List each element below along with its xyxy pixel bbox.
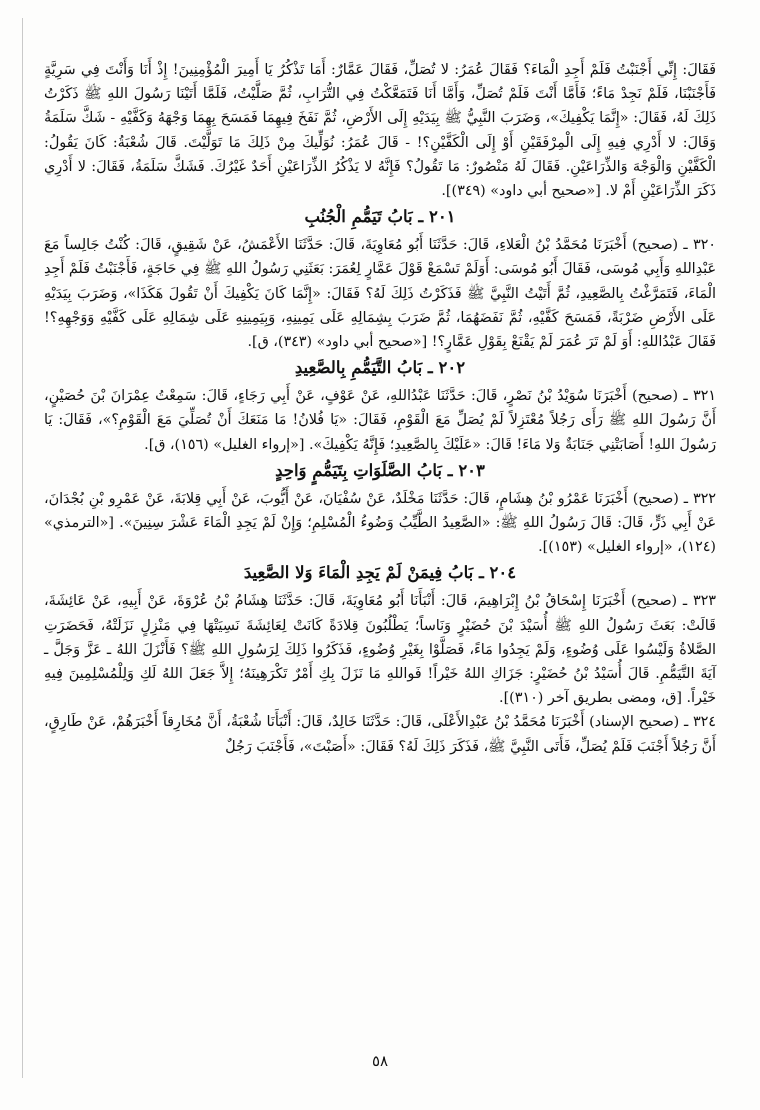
page-body bbox=[44, 58, 716, 759]
hadith-paragraph-322: ٣٢٢ ـ (صحيح) أَخْبَرَنَا عَمْرُو بْنُ هِشَامٍ، قَالَ: حَدَّثَنَا مَخْلَدٌ، عَنْ سُفْيَانَ، عَنْ أَيُّوبَ، عَنْ أَبِي قِلابَةَ، عَنْ عَمْرِو بْنِ بُجْدَانَ، عَنْ أَبِي ذَرٍّ، قَالَ: قَالَ رَسُولُ اللهِ ﷺ: «الصَّعِيدُ الطَّيِّبُ وَضُوءُ الْمُسْلِمِ؛ وَإِنْ لَمْ يَجِدِ الْمَاءَ عَشْرَ سِنِينَ». [«الترمذي» (١٢٤)، «إرواء الغليل» (١٥٣)]. bbox=[44, 490, 716, 556]
hadith-paragraph-continued: فَقَالَ: إِنِّي أَجْنَبْتُ فَلَمْ أَجِدِ الْمَاءَ؟ فَقَالَ عُمَرُ: لا تُصَلِّ، فَقَالَ عَمَّارٌ: أَمَا تَذْكُرُ يَا أَمِيرَ الْمُؤْمِنِينَ! إِذْ أَنَا وَأَنْتَ فِي سَرِيَّةٍ فَأَجْنَبْنَا، فَلَمْ نَجِدْ مَاءً؛ فَأَمَّا أَنْتَ فَلَمْ تُصَلِّ، وَأَمَّا أَنَا فَتَمَعَّكْتُ فِي التُّرَابِ، ثُمَّ صَلَّيْتُ، فَلَمَّا أَتَيْنَا رَسُولَ اللهِ ﷺ ذَكَرْتُ ذَلِكَ لَهُ، فَقَالَ: «إِنَّمَا يَكْفِيكَ»، وَضَرَبَ النَّبِيُّ ﷺ بِيَدَيْهِ إِلَى الأَرْضِ، ثُمَّ نَفَخَ فِيهِمَا فَمَسَحَ بِهِمَا وَجْهَهُ وَكَفَّيْهِ - شَكَّ سَلَمَةُ وَقَالَ: لا أَدْرِي فِيهِ إِلَى الْمِرْفَقَيْنِ أَوْ إِلَى الْكَفَّيْنِ؟! - قَالَ عُمَرُ: نُوَلِّيكَ مِنْ ذَلِكَ مَا تَوَلَّيْتَ. قَالَ شُعْبَةُ: كَانَ يَقُولُ: الْكَفَّيْنِ وَالْوَجْهَ وَالذِّرَاعَيْنِ. فَقَالَ لَهُ مَنْصُورٌ: مَا تَقُولُ؟ فَإِنَّهُ لا يَذْكُرُ الذِّرَاعَيْنِ أَحَدٌ غَيْرُكَ. فَشَكَّ سَلَمَةُ، فَقَالَ: لا أَدْرِي ذَكَرَ الذِّرَاعَيْنِ أَمْ لا. [«صحيح أبي داود» (٣٤٩)]. bbox=[44, 62, 716, 200]
page-edge-line bbox=[22, 18, 23, 1078]
chapter-heading-201: ٢٠١ ـ بَابُ تَيَمُّمِ الْجُنُبِ bbox=[304, 207, 456, 227]
chapter-heading-203: ٢٠٣ ـ بَابُ الصَّلَوَاتِ بِتَيَمُّمٍ وَاحِدٍ bbox=[275, 460, 485, 480]
page-number: ٥٨ bbox=[371, 1052, 389, 1070]
chapter-heading-202: ٢٠٢ ـ بَابُ التَّيَمُّمِ بِالصَّعِيدِ bbox=[294, 358, 466, 378]
hadith-paragraph-320: ٣٢٠ ـ (صحيح) أَخْبَرَنَا مُحَمَّدُ بْنُ الْعَلاءِ، قَالَ: حَدَّثَنَا أَبُو مُعَاوِيَةَ، قَالَ: حَدَّثَنَا الأَعْمَشُ، عَنْ شَقِيقٍ، قَالَ: كُنْتُ جَالِساً مَعَ عَبْدِاللهِ وَأَبِي مُوسَى، فَقَالَ أَبُو مُوسَى: أَوَلَمْ تَسْمَعْ قَوْلَ عَمَّارٍ لِعُمَرَ: بَعَثَنِي رَسُولُ اللهِ ﷺ فِي حَاجَةٍ، فَأَجْنَبْتُ فَلَمْ أَجِدِ الْمَاءَ، فَتَمَرَّغْتُ بِالصَّعِيدِ، ثُمَّ أَتَيْتُ النَّبِيَّ ﷺ فَذَكَرْتُ ذَلِكَ لَهُ؟ فَقَالَ: «إِنَّمَا كَانَ يَكْفِيكَ أَنْ تَقُولَ هَكَذَا»، وَضَرَبَ بِيَدَيْهِ عَلَى الأَرْضِ ضَرْبَةً، فَمَسَحَ كَفَّيْهِ، ثُمَّ نَفَضَهُمَا، ثُمَّ ضَرَبَ بِشِمَالِهِ عَلَى يَمِينِهِ، وَبِيَمِينِهِ عَلَى شِمَالِهِ عَلَى كَفَّيْهِ وَوَجْهِهِ؟! فَقَالَ عَبْدُاللهِ: أَوَ لَمْ تَرَ عُمَرَ لَمْ يَقْنَعْ بِقَوْلِ عَمَّارٍ؟! [«صحيح أبي داود» (٣٤٣)، ق]. bbox=[44, 237, 716, 351]
hadith-paragraph-321: ٣٢١ ـ (صحيح) أَخْبَرَنَا سُوَيْدُ بْنُ نَصْرٍ، قَالَ: حَدَّثَنَا عَبْدُاللهِ، عَنْ عَوْفٍ، عَنْ أَبِي رَجَاءٍ، قَالَ: سَمِعْتُ عِمْرَانَ بْنَ حُصَيْنٍ، أَنَّ رَسُولَ اللهِ ﷺ رَأَى رَجُلاً مُعْتَزِلاً لَمْ يُصَلِّ مَعَ الْقَوْمِ، فَقَالَ: «يَا فُلانُ! مَا مَنَعَكَ أَنْ تُصَلِّيَ مَعَ الْقَوْمِ؟»، فَقَالَ: يَا رَسُولَ اللهِ! أَصَابَتْنِي جَنَابَةٌ وَلا مَاءَ! قَالَ: «عَلَيْكَ بِالصَّعِيدِ؛ فَإِنَّهُ يَكْفِيكَ». [«إرواء الغليل» (١٥٦)، ق]. bbox=[44, 388, 716, 453]
chapter-heading-204: ٢٠٤ ـ بَابُ فِيمَنْ لَمْ يَجِدِ الْمَاءَ وَلا الصَّعِيدَ bbox=[243, 563, 517, 583]
hadith-paragraph-324: ٣٢٤ ـ (صحيح الإسناد) أَخْبَرَنَا مُحَمَّدُ بْنُ عَبْدِالأَعْلَى، قَالَ: حَدَّثَنَا خَالِدٌ، قَالَ: أَنْبَأَنَا شُعْبَةُ، أَنَّ مُخَارِقاً أَخْبَرَهُمْ، عَنْ طَارِقٍ، أَنَّ رَجُلاً أَجْنَبَ فَلَمْ يُصَلِّ، فَأَتَى النَّبِيَّ ﷺ، فَذَكَرَ ذَلِكَ لَهُ؟ فَقَالَ: «أَصَبْتَ»، فَأَجْنَبَ رَجُلٌ bbox=[44, 714, 716, 755]
hadith-paragraph-323: ٣٢٣ ـ (صحيح) أَخْبَرَنَا إِسْحَاقُ بْنُ إِبْرَاهِيمَ، قَالَ: أَنْبَأَنَا أَبُو مُعَاوِيَةَ، قَالَ: حَدَّثَنَا هِشَامُ بْنُ عُرْوَةَ، عَنْ أَبِيهِ، عَنْ عَائِشَةَ، قَالَتْ: بَعَثَ رَسُولُ اللهِ ﷺ أُسَيْدَ بْنَ حُضَيْرٍ وَنَاساً؛ يَطْلُبُونَ قِلادَةً كَانَتْ لِعَائِشَةَ نَسِيَتْهَا فِي مَنْزِلٍ نَزَلَتْهُ، فَحَضَرَتِ الصَّلاةُ وَلَيْسُوا عَلَى وُضُوءٍ، وَلَمْ يَجِدُوا مَاءً، فَصَلَّوْا بِغَيْرِ وُضُوءٍ، فَذَكَرُوا ذَلِكَ لِرَسُولِ اللهِ ﷺ؟ فَأَنْزَلَ اللهُ ـ عَزَّ وَجَلَّ ـ آيَةَ التَّيَمُّمِ. قَالَ أُسَيْدُ بْنُ حُضَيْرٍ: جَزَاكِ اللهُ خَيْراً! فَواللهِ مَا نَزَلَ بِكِ أَمْرٌ تَكْرَهِينَهُ؛ إِلاَّ جَعَلَ اللهُ لَكِ وَلِلْمُسْلِمِينَ فِيهِ خَيْراً. [ق، ومضى بطريق آخر (٣١٠)]. bbox=[44, 593, 716, 707]
